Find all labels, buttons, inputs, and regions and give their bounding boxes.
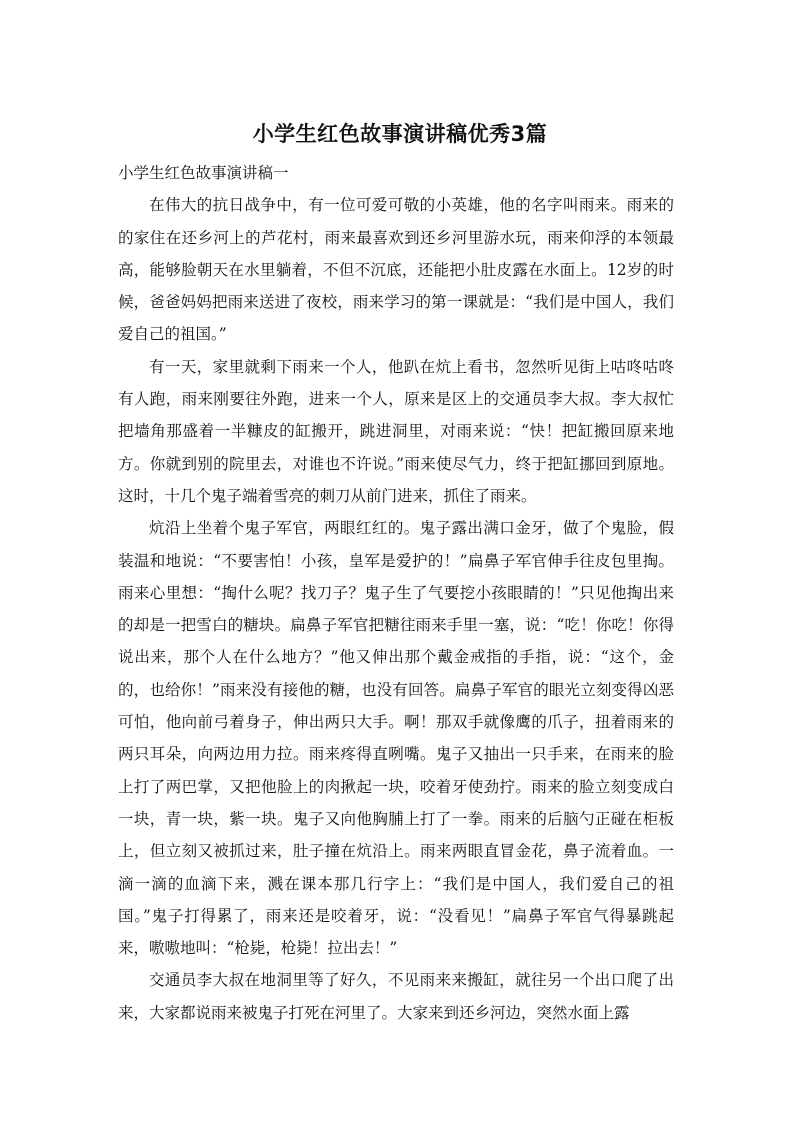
document-title: 小学生红色故事演讲稿优秀3篇 — [252, 122, 548, 146]
paragraph-1: 在伟大的抗日战争中，有一位可爱可敬的小英雄，他的名字叫雨来。雨来的的家住在还乡河上的芦花村，雨来最喜欢到还乡河里游水玩，雨来仰浮的本领最高，能够脸朝天在水里躺着，不但不沉底，还能把小肚皮露在水面上。12岁的时候，爸爸妈妈把雨来送进了夜校，雨来学习的第一课就是：“我们是中国人，我们爱自己的祖国。” — [118, 196, 674, 344]
section-heading: 小学生红色故事演讲稿一 — [118, 164, 289, 182]
paragraph-3: 炕沿上坐着个鬼子军官，两眼红红的。鬼子露出满口金牙，做了个鬼脸，假装温和地说：“不要害怕！小孩，皇军是爱护的！”扁鼻子军官伸手往皮包里掏。雨来心里想：“掏什么呢？找刀子？鬼子生了气要挖小孩眼睛的！”只见他掏出来的却是一把雪白的糖块。扁鼻子军官把糖往雨来手里一塞，说：“吃！你吃！你得说出来，那个人在什么地方？”他又伸出那个戴金戒指的手指，说：“这个，金的，也给你！”雨来没有接他的糖，也没有回答。扁鼻子军官的眼光立刻变得凶恶可怕，他向前弓着身子，伸出两只大手。啊！那双手就像鹰的爪子，扭着雨来的两只耳朵，向两边用力拉。雨来疼得直咧嘴。鬼子又抽出一只手来，在雨来的脸上打了两巴掌，又把他脸上的肉揪起一块，咬着牙使劲拧。雨来的脸立刻变成白一块，青一块，紫一块。鬼子又向他胸脯上打了一拳。雨来的后脑勺正碰在柜板上，但立刻又被抓过来，肚子撞在炕沿上。雨来两眼直冒金花，鼻子流着血。一滴一滴的血滴下来，溅在课本那几行字上：“我们是中国人，我们爱自己的祖国。”鬼子打得累了，雨来还是咬着牙，说：“没看见！”扁鼻子军官气得暴跳起来，嗷嗷地叫：“枪毙，枪毙！拉出去！” — [118, 519, 674, 958]
document-body — [118, 157, 674, 1029]
paragraph-2: 有一天，家里就剩下雨来一个人，他趴在炕上看书，忽然听见街上咕咚咕咚有人跑，雨来刚要往外跑，进来一个人，原来是区上的交通员李大叔。李大叔忙把墙角那盛着一半糠皮的缸搬开，跳进洞里，对雨来说：“快！把缸搬回原来地方。你就到别的院里去，对谁也不许说。”雨来使尽气力，终于把缸挪回到原地。这时，十几个鬼子端着雪亮的刺刀从前门进来，抓住了雨来。 — [118, 357, 674, 505]
paragraph-4: 交通员李大叔在地洞里等了好久，不见雨来来搬缸，就往另一个出口爬了出来，大家都说雨来被鬼子打死在河里了。大家来到还乡河边，突然水面上露 — [118, 971, 674, 1022]
